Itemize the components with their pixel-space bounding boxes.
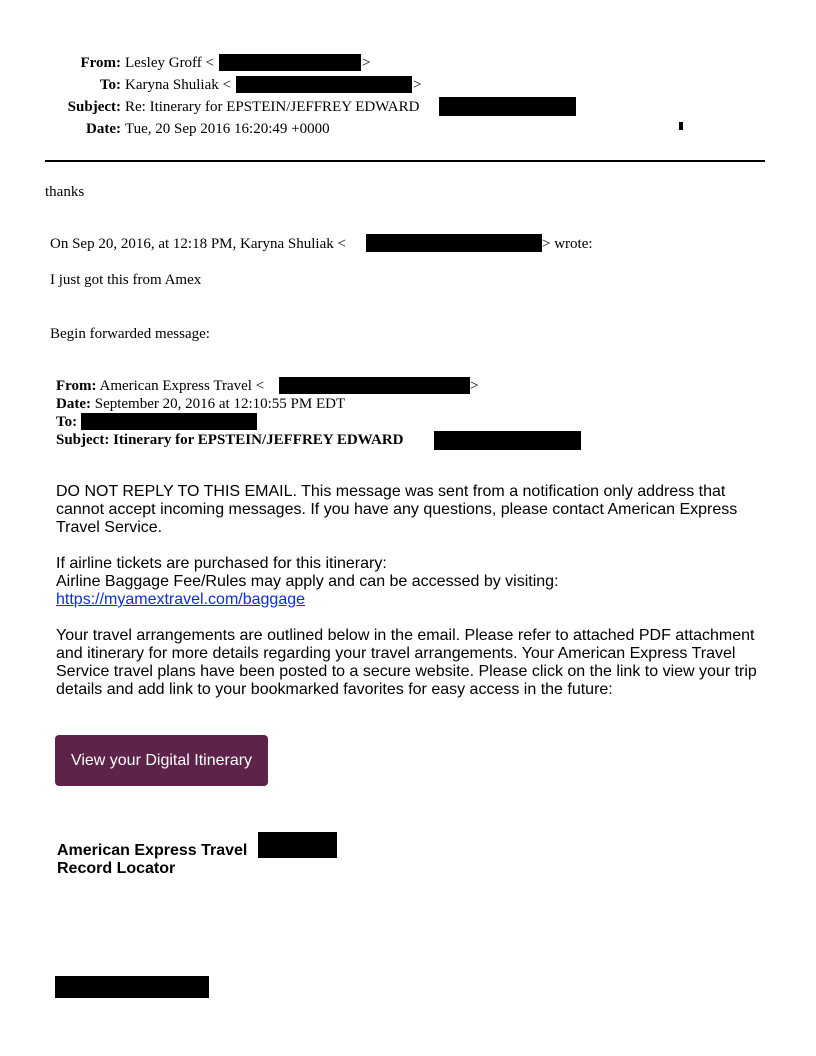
fwd-subject-row <box>56 431 404 449</box>
notice-text: DO NOT REPLY TO THIS EMAIL. This message was sent from a notification only address that cannot accept incoming messages. If you have any questions, please contact American Express Travel Service. <box>56 483 738 536</box>
quoted-message: I just got this from Amex <box>50 272 202 288</box>
redaction <box>219 54 361 71</box>
view-digital-itinerary-button[interactable]: View your Digital Itinerary <box>55 735 268 786</box>
date-value: Tue, 20 Sep 2016 16:20:49 +0000 <box>125 121 330 137</box>
redaction <box>258 832 337 858</box>
fwd-subject-value: Itinerary for EPSTEIN/JEFFREY EDWARD <box>113 432 404 448</box>
notice-paragraph <box>56 483 766 537</box>
fwd-date-row <box>56 395 345 413</box>
to-close: > <box>413 77 422 93</box>
forward-intro: Begin forwarded message: <box>50 326 210 342</box>
fwd-from-row <box>56 377 264 395</box>
from-close: > <box>362 55 371 71</box>
locator-line-1: American Express Travel <box>57 842 248 859</box>
from-value: Lesley Groff < <box>125 55 214 71</box>
redaction <box>439 97 576 116</box>
subject-label: Subject: <box>67 99 121 115</box>
redaction <box>279 377 470 394</box>
arrangements-text: Your travel arrangements are outlined below in the email. Please refer to attached PDF attachment and itinerary for more details regarding your travel arrangements. Your American Express Travel Service travel plans have been posted to a secure website. Please click on the link to view your trip details and add link to your bookmarked favorites for easy access in the future: <box>56 627 757 698</box>
reply-text: thanks <box>45 184 85 200</box>
to-value: Karyna Shuliak < <box>125 77 231 93</box>
fwd-date-label: Date: <box>56 396 91 412</box>
from-label: From: <box>80 55 121 71</box>
redaction <box>366 234 542 252</box>
record-locator-label <box>57 842 247 878</box>
quote-attribution-start: On Sep 20, 2016, at 12:18 PM, Karyna Shuliak < <box>50 236 346 252</box>
redaction <box>434 431 581 450</box>
fwd-subject-label: Subject: <box>56 432 110 448</box>
fwd-to-row <box>56 413 77 431</box>
baggage-line-2: Airline Baggage Fee/Rules may apply and can be accessed by visiting: <box>56 573 559 590</box>
baggage-link[interactable]: https://myamextravel.com/baggage <box>56 591 306 608</box>
redaction <box>236 76 412 93</box>
redaction <box>81 413 257 430</box>
fwd-from-close: > <box>470 378 479 394</box>
subject-value: Re: Itinerary for EPSTEIN/JEFFREY EDWARD <box>125 99 420 115</box>
locator-line-2: Record Locator <box>57 860 176 877</box>
date-label: Date: <box>86 121 121 137</box>
header-divider <box>45 160 765 162</box>
redaction <box>55 976 209 998</box>
fwd-from-label: From: <box>56 378 97 394</box>
baggage-line-1: If airline tickets are purchased for this itinerary: <box>56 555 387 572</box>
quote-attribution-end: > wrote: <box>542 236 593 252</box>
fwd-date-value: September 20, 2016 at 12:10:55 PM EDT <box>94 396 346 412</box>
to-label: To: <box>99 77 121 93</box>
baggage-paragraph <box>56 555 766 609</box>
redaction-mark <box>679 122 683 130</box>
fwd-to-label: To: <box>56 414 78 430</box>
arrangements-paragraph <box>56 627 766 699</box>
fwd-from-value: American Express Travel < <box>99 378 265 394</box>
